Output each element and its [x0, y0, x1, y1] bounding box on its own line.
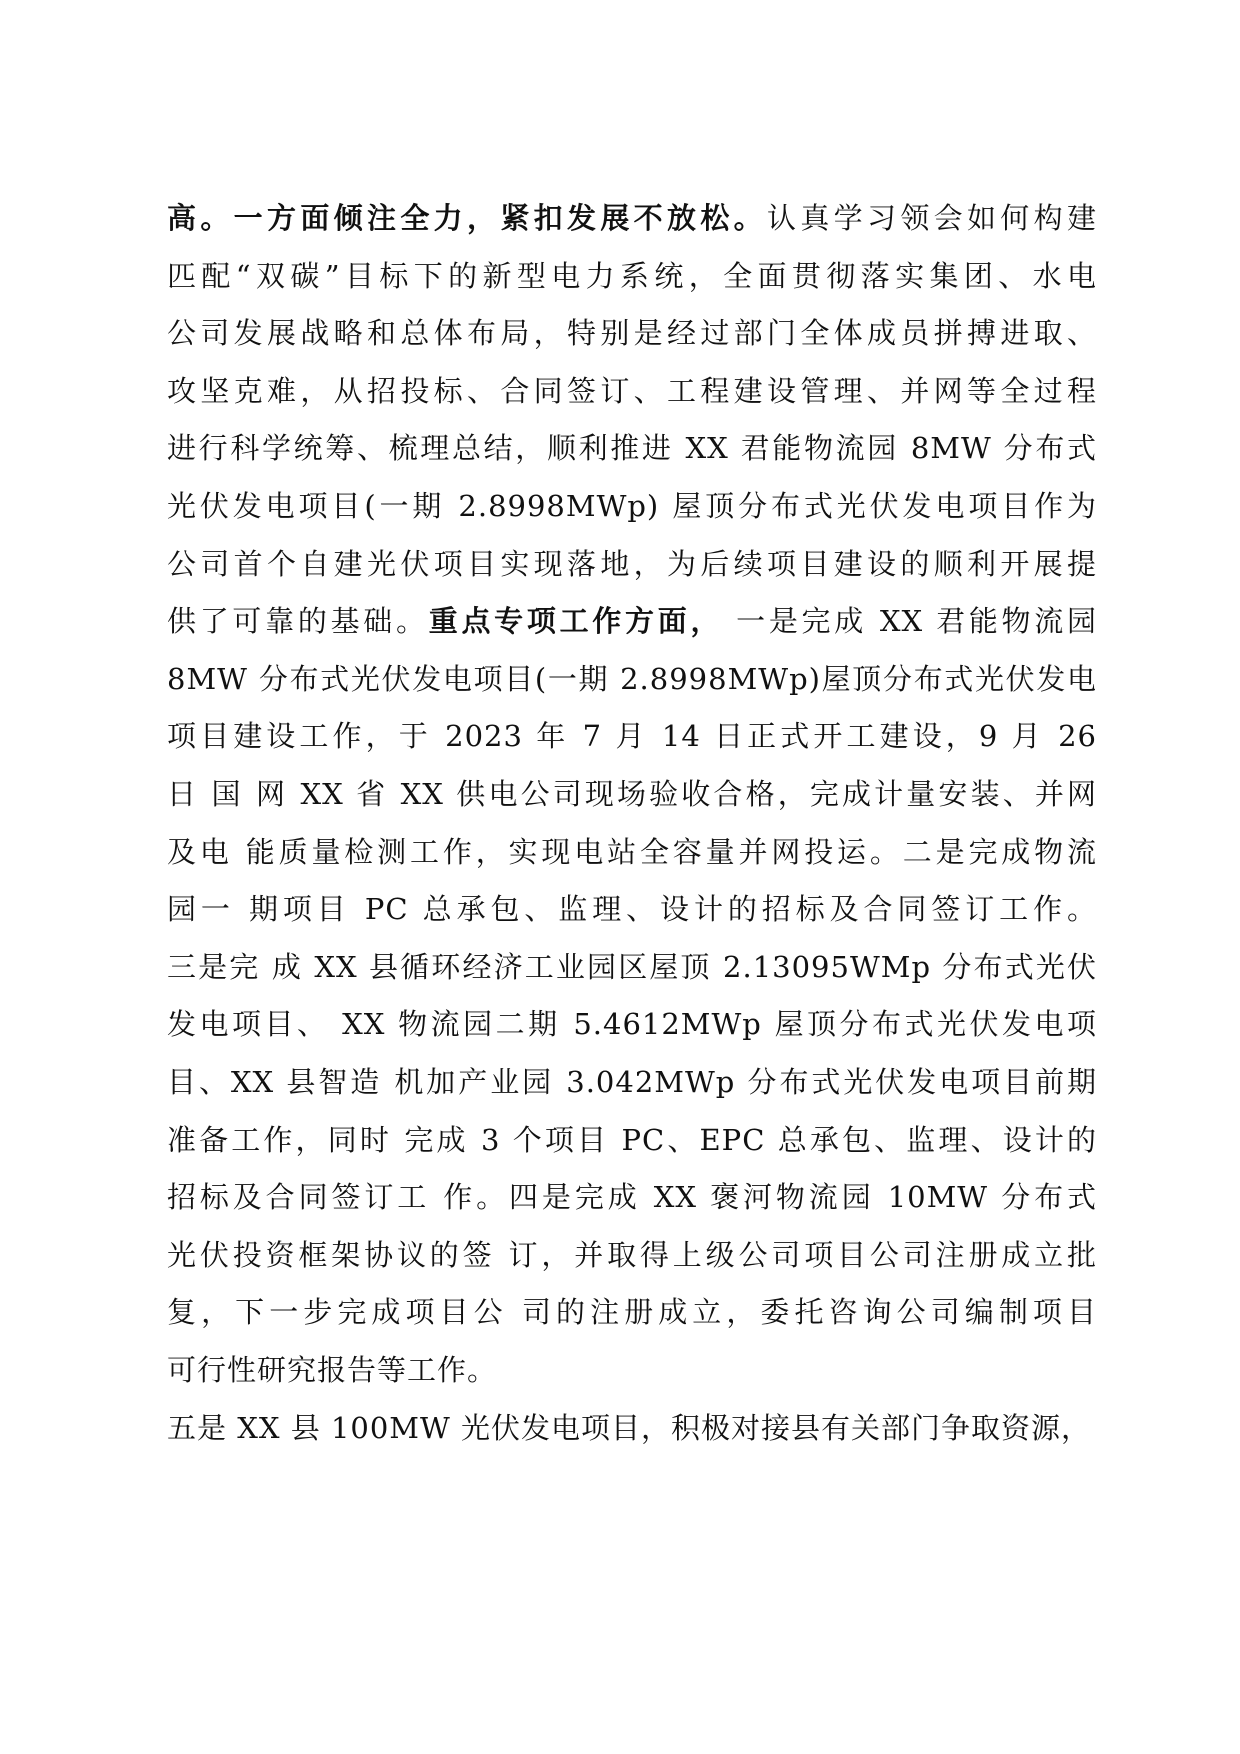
- text-segment: 光伏发电项目(一期 2.8998MWp) 屋顶分布式光伏发电项目作为: [167, 489, 1097, 523]
- text-segment: 进行科学统筹、梳理总结，顺利推进 XX 君能物流园 8MW 分布式: [167, 431, 1097, 466]
- text-segment: 光伏投资框架协议的签 订，并取得上级公司项目公司注册成立批: [167, 1237, 1097, 1272]
- text-segment: 三是完 成 XX 县循环经济工业园区屋顶 2.13095WMp 分布式光伏: [167, 949, 1097, 984]
- text-line: [167, 1225, 1097, 1285]
- text-segment: 匹配“双碳”目标下的新型电力系统，全面贯彻落实集团、水电: [167, 258, 1097, 293]
- text-segment: 公司发展战略和总体布局，特别是经过部门全体成员拼搏进取、: [167, 316, 1097, 351]
- text-segment: 8MW 分布式光伏发电项目(一期 2.8998MWp)屋顶分布式光伏发电: [167, 661, 1097, 696]
- text-line: [167, 649, 1097, 709]
- text-line: [167, 879, 1097, 939]
- text-line: [167, 361, 1097, 421]
- text-line: [167, 476, 1097, 536]
- text-segment: 可行性研究报告等工作。: [167, 1353, 498, 1387]
- text-segment: 目、XX 县智造 机加产业园 3.042MWp 分布式光伏发电项目前期: [167, 1065, 1097, 1099]
- text-line: [167, 418, 1097, 478]
- text-segment: 认真学习领会如何构建: [766, 201, 1097, 235]
- text-line: [167, 246, 1097, 306]
- text-line: [167, 1110, 1097, 1170]
- text-line: [167, 994, 1097, 1054]
- text-segment: 准备工作，同时 完成 3 个项目 PC、EPC 总承包、监理、设计的: [167, 1122, 1097, 1157]
- text-line: [167, 1282, 1097, 1342]
- text-line: [167, 303, 1097, 363]
- text-line: [167, 706, 1097, 766]
- text-line: [167, 1340, 1097, 1400]
- text-line: [167, 1167, 1097, 1227]
- text-segment: 日 国 网 XX 省 XX 供电公司现场验收合格，完成计量安装、并网: [167, 777, 1097, 811]
- text-segment: 攻坚克难，从招投标、合同签订、工程建设管理、并网等全过程: [167, 373, 1097, 408]
- text-segment: 复，下一步完成项目公 司的注册成立，委托咨询公司编制项目: [167, 1295, 1097, 1330]
- text-line: [167, 188, 1097, 248]
- text-segment: 一是完成 XX 君能物流园: [723, 604, 1097, 639]
- text-segment: 公司首个自建光伏项目实现落地，为后续项目建设的顺利开展提: [167, 546, 1097, 581]
- text-segment: 园一 期项目 PC 总承包、监理、设计的招标及合同签订工作。: [167, 892, 1097, 927]
- text-line: [167, 764, 1097, 824]
- text-segment: 供了可靠的基础。: [167, 604, 429, 639]
- text-segment: 发电项目、 XX 物流园二期 5.4612MWp 屋顶分布式光伏发电项: [167, 1007, 1097, 1042]
- bold-text-segment: 重点专项工作方面，: [428, 604, 724, 639]
- text-line: [167, 1398, 1097, 1458]
- text-line: [167, 822, 1097, 882]
- text-segment: 项目建设工作，于 2023 年 7 月 14 日正式开工建设，9 月 26: [167, 719, 1097, 754]
- text-line: [167, 534, 1097, 594]
- text-line: [167, 591, 1097, 651]
- text-line: [167, 1052, 1097, 1112]
- text-line: [167, 937, 1097, 997]
- text-segment: 招标及合同签订工 作。四是完成 XX 褒河物流园 10MW 分布式: [167, 1180, 1097, 1215]
- bold-text-segment: 高。一方面倾注全力，紧扣发展不放松。: [167, 201, 767, 235]
- text-segment: 及电 能质量检测工作，实现电站全容量并网投运。二是完成物流: [167, 834, 1097, 869]
- text-segment: 五是 XX 县 100MW 光伏发电项目，积极对接县有关部门争取资源，: [167, 1410, 1092, 1445]
